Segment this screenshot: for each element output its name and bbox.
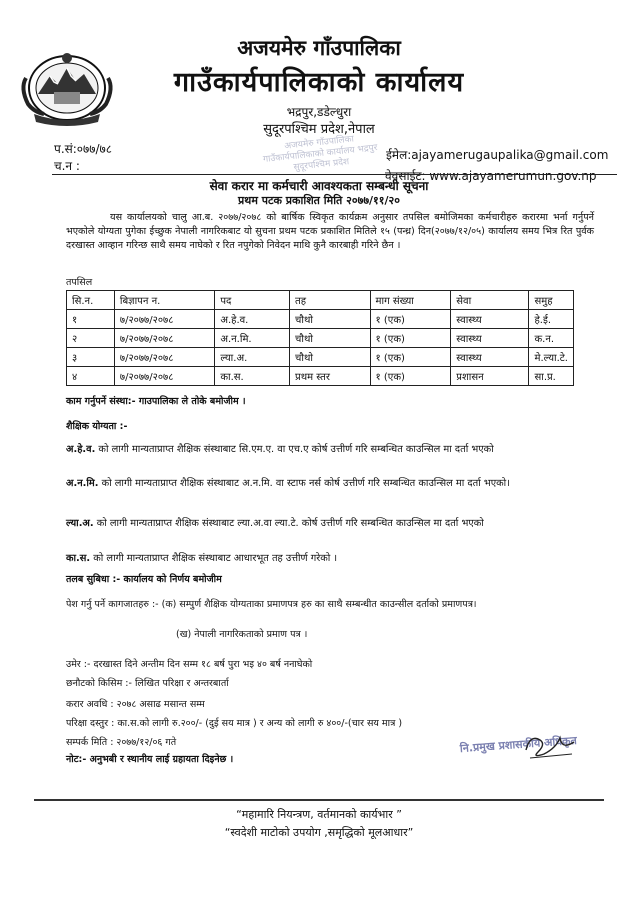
header-divider [52, 174, 617, 175]
qualification-anm [66, 474, 584, 494]
table-row [67, 310, 574, 329]
col-level: तह [290, 291, 371, 310]
fee-line: परिक्षा दस्तुर : का.स.को लागी रु.२००/- (दुई सय मात्र ) र अन्य को लागी रु ४००/-(चार सय मात्र ) [66, 718, 403, 729]
office-seal-watermark: अजयमेरु गाँउपालिका गाउँकार्यपालिकाको कार्यालय भद्रपुर सुदूरपश्चिम प्रदेश [262, 134, 378, 173]
cell: चौथो [290, 310, 371, 329]
qualification-text: को लागी मान्यताप्राप्त शैक्षिक संस्थाबाट आधारभूत तह उत्तीर्ण गरेको । [90, 553, 338, 564]
official-stamp: नि.प्रमुख प्रशासकीय अधिकृत [459, 733, 578, 756]
cell: मे.ल्या.टे. [529, 348, 574, 367]
vacancy-table [66, 290, 574, 386]
cell: का.स. [215, 367, 290, 386]
cell: अ.न.मि. [215, 329, 290, 348]
col-service: सेवा [451, 291, 529, 310]
cell: ७/२०७७/२०७८ [114, 329, 214, 348]
selection-line: छनौटको किसिम :- लिखित परिक्षा र अन्तरबार्ता [66, 678, 229, 689]
cell: हे.ई. [529, 310, 574, 329]
col-sn: सि.न. [67, 291, 115, 310]
footer-divider [34, 799, 604, 801]
post-label: अ.हे.व. [66, 444, 96, 455]
cell: क.न. [529, 329, 574, 348]
qualification-text: को लागी मान्यताप्राप्त शैक्षिक संस्थाबाट अ.न.मि. वा स्टाफ नर्स कोर्ष उत्तीर्ण गरि सम्बन्धित काउन्सिल मा दर्ता भएको। [98, 478, 510, 489]
cell: १ (एक) [370, 310, 451, 329]
note-line: नोट:- अनुभबी र स्थानीय लाई ग्रहायता दिइनेछ । [66, 754, 234, 765]
col-demand: माग संख्या [370, 291, 451, 310]
schedule-label: तपसिल [66, 277, 93, 288]
cell: १ (एक) [370, 348, 451, 367]
cell: ल्या.अ. [215, 348, 290, 367]
col-post: पद [215, 291, 290, 310]
documents-b: (ख) नेपाली नागरिकताको प्रमाण पत्र । [176, 629, 308, 640]
table-row [67, 367, 574, 386]
table-row [67, 329, 574, 348]
col-ad-no: बिज्ञापन न. [114, 291, 214, 310]
contract-line: करार अवधि : २०७८ असाढ मसान्त सम्म [66, 699, 205, 710]
cell: स्वास्थ्य [451, 329, 529, 348]
province-name: सुदूरपश्चिम प्रदेश,नेपाल [263, 122, 375, 137]
email-address: ईमेल:ajayamerugaupalika@gmail.com [386, 148, 609, 162]
cell: १ [67, 310, 115, 329]
post-label: का.स. [66, 553, 91, 564]
office-name: गाउँकार्यपालिकाको कार्यालय [173, 67, 465, 98]
qualification-lab [66, 514, 584, 534]
qualification-ks [66, 549, 584, 569]
reference-number: प.सं:०७७/७८ [54, 142, 113, 156]
office-address: भद्रपुर,डडेल्धुरा [286, 105, 352, 119]
notice-intro: यस कार्यालयको चालु आ.ब. २०७७/२०७८ को बार्षिक स्विकृत कार्यक्रम अनुसार तपसिल बमोजिमका कर्मचारीहरु करारमा भर्ना गर्नुपर्ने भएकोले योग्यता पुगेका ईच्छुक नेपाली नागरिकबाट यो सुचना प्रथम पटक प्रकाशित मितिले १५ (पन्ध्र) दिन(२०७७/१२/०५) कार्यालय समय भित्र रित पुर्वक दरखास्त आव्हान गरिन्छ साथै समय नाघेको र रित नपुगेको निवेदन माथि कुनै कारबाही गरिने छैन । [66, 212, 594, 251]
cell: ७/२०७७/२०७८ [114, 348, 214, 367]
post-label: अ.न.मि. [66, 478, 99, 489]
cell: प्रथम स्तर [290, 367, 371, 386]
qualification-text: को लागी मान्यताप्राप्त शैक्षिक संस्थाबाट सि.एम.ए. वा एच.ए कोर्ष उत्तीर्ण गरि सम्बन्धित काउन्सिल मा दर्ता भएको [95, 444, 494, 455]
workplace-line: काम गर्नुपर्ने संस्था:- गाउपालिका ले तोके बमोजीम । [66, 396, 246, 407]
documents-a: पेश गर्नु पर्ने कागजातहरु :- (क) सम्पुर्ण शैक्षिक योग्यताका प्रमाणपत्र हरु का साथै सम्बन्धीत काउन्सील दर्ताको प्रमाणपत्र। [66, 599, 477, 610]
cell: ४ [67, 367, 115, 386]
cell: ७/२०७७/२०७८ [114, 367, 214, 386]
notice-title: सेवा करार मा कर्मचारी आवश्यकता सम्बन्धी सूचना [209, 179, 429, 193]
website-address: वेवसाईट: www.ajayamerumun.gov.np [385, 169, 597, 183]
age-line: उमेर :- दरखास्त दिने अन्तीम दिन सम्म १८ बर्ष पुरा भइ ४० बर्ष ननाघेको [66, 659, 313, 670]
qualification-heading: शैक्षिक योग्यता :- [66, 421, 128, 432]
footer-motto-2: “स्वदेशी माटोको उपयोग ,समृद्धिको मूलआधार” [224, 826, 414, 839]
signature-mark [520, 728, 580, 762]
notice-date: प्रथम पटक प्रकाशित मिति २०७७/११/२० [238, 194, 400, 207]
cell: चौथो [290, 348, 371, 367]
municipality-name: अजयमेरु गाँउपालिका [237, 36, 401, 60]
cell: प्रशासन [451, 367, 529, 386]
cell: १ (एक) [370, 329, 451, 348]
cell: अ.हे.व. [215, 310, 290, 329]
cell: स्वास्थ्य [451, 348, 529, 367]
footer-motto-1: “महामारि नियन्त्रण, वर्तमानको कार्यभार ” [236, 808, 402, 821]
dispatch-number: च.न : [54, 159, 80, 173]
cell: स्वास्थ्य [451, 310, 529, 329]
post-label: ल्या.अ. [66, 518, 94, 529]
cell: ३ [67, 348, 115, 367]
table-row [67, 348, 574, 367]
cell: चौथो [290, 329, 371, 348]
cell: ७/२०७७/२०७८ [114, 310, 214, 329]
cell: सा.प्र. [529, 367, 574, 386]
contact-date-line: सम्पर्क मिति : २०७७/१२/०६ गते [66, 737, 177, 748]
cell: २ [67, 329, 115, 348]
col-group: समुह [529, 291, 574, 310]
qualification-text: को लागी मान्यताप्राप्त शैक्षिक संस्थाबाट ल्या.अ.वा ल्या.टे. कोर्ष उत्तीर्ण गरि सम्बन्धित काउन्सिल मा दर्ता भएको [93, 518, 484, 529]
salary-line: तलब सुबिधा :- कार्यालय को निर्णय बमोजीम [66, 574, 222, 585]
qualification-ahw [66, 440, 584, 460]
cell: १ (एक) [370, 367, 451, 386]
table-header-row [67, 291, 574, 310]
